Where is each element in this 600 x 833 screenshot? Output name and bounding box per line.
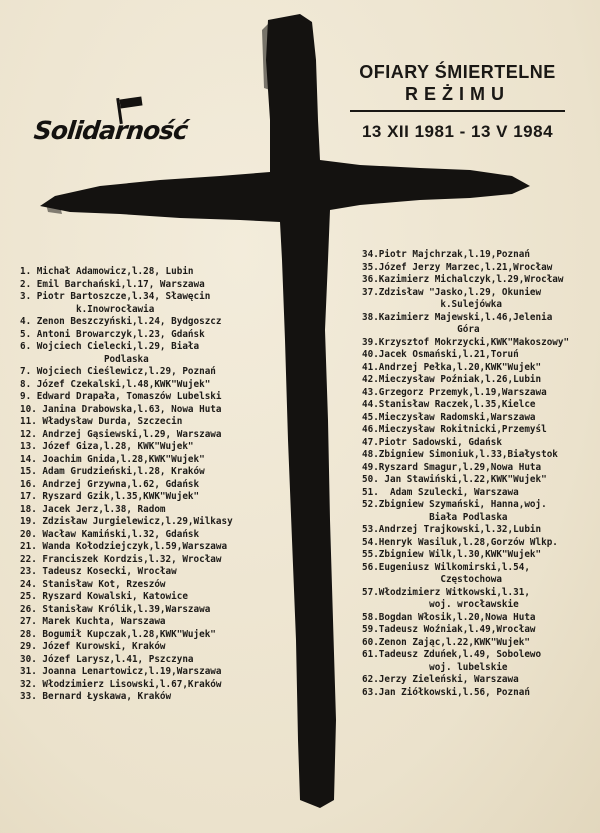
list-item: 32. Włodzimierz Lisowski,l.67,Kraków — [20, 678, 222, 690]
list-item: 42.Mieczysław Poźniak,l.26,Lubin — [362, 374, 542, 385]
list-item: 19. Zdzisław Jurgielewicz,l.29,Wilkasy — [20, 516, 233, 527]
list-item: 44.Stanisław Raczek,l.35,Kielce — [362, 399, 536, 410]
leaflet-header — [350, 62, 565, 142]
list-item: 39.Krzysztof Mokrzycki,KWK"Makoszowy" — [362, 336, 570, 348]
list-item: 9. Edward Drapała, Tomaszów Lubelski — [20, 391, 222, 402]
list-item: 54.Henryk Wasiluk,l.28,Gorzów Wlkp. — [362, 536, 558, 548]
list-item: 3. Piotr Bartoszcze,l.34, Sławęcin — [20, 291, 211, 302]
list-item: 21. Wanda Kołodziejczyk,l.59,Warszawa — [20, 541, 228, 552]
list-item: 17. Ryszard Gzik,l.35,KWK"Wujek" — [20, 491, 200, 502]
list-item: 57.Włodzimierz Witkowski,l.31, — [362, 586, 530, 598]
list-item: Podlaska — [20, 353, 149, 365]
list-item: 4. Zenon Beszczyński,l.24, Bydgoszcz — [20, 316, 222, 327]
list-item: woj. lubelskie — [362, 661, 508, 673]
list-item: 15. Adam Grudzieński,l.28, Kraków — [20, 466, 205, 477]
list-item: 45.Mieczysław Radomski,Warszawa — [362, 411, 536, 423]
list-item: 8. Józef Czekalski,l.48,KWK"Wujek" — [20, 378, 211, 390]
list-item: 46.Mieczysław Rokitnicki,Przemyśl — [362, 424, 547, 435]
list-item: 35.Józef Jerzy Marzec,l.21,Wrocław — [362, 261, 553, 273]
list-item: 24. Stanisław Kot, Rzeszów — [20, 578, 166, 590]
list-item: 13. Józef Giza,l.28, KWK"Wujek" — [20, 441, 194, 452]
list-item: 18. Jacek Jerz,l.38, Radom — [20, 503, 166, 515]
list-item: 38.Kazimierz Majewski,l.46,Jelenia — [362, 311, 553, 323]
victims-list-right — [362, 249, 598, 699]
list-item: 41.Andrzej Pełka,l.20,KWK"Wujek" — [362, 361, 542, 373]
logo-flag — [119, 97, 142, 109]
list-item: 61.Tadeusz Zduńek,l.49, Sobolewo — [362, 649, 542, 660]
list-item: 14. Joachim Gnida,l.28,KWK"Wujek" — [20, 453, 205, 465]
list-item: 37.Zdzisław "Jasko,l.29, Okuniew — [362, 286, 542, 298]
list-item: 53.Andrzej Trajkowski,l.32,Lubin — [362, 524, 542, 535]
list-item: 58.Bogdan Włosik,l.20,Nowa Huta — [362, 611, 536, 623]
list-item: 7. Wojciech Cieślewicz,l.29, Poznań — [20, 366, 216, 377]
date-range: 13 XII 1981 - 13 V 1984 — [361, 122, 554, 141]
list-item: woj. wrocławskie — [362, 599, 519, 610]
list-item: Częstochowa — [362, 574, 502, 585]
list-item: 16. Andrzej Grzywna,l.62, Gdańsk — [20, 478, 200, 490]
solidarnosc-logo — [34, 98, 194, 158]
list-item: 55.Zbigniew Wilk,l.30,KWK"Wujek" — [362, 549, 542, 560]
list-item: 33. Bernard Łyskawa, Kraków — [20, 691, 172, 702]
list-item: 2. Emil Barchański,l.17, Warszawa — [20, 278, 205, 290]
list-item: 1. Michał Adamowicz,l.28, Lubin — [20, 266, 194, 277]
list-item: 23. Tadeusz Kosecki, Wrocław — [20, 566, 177, 577]
list-item: 62.Jerzy Zieleński, Warszawa — [362, 674, 519, 685]
list-item: 11. Władysław Durda, Szczecin — [20, 416, 183, 427]
list-item: 43.Grzegorz Przemyk,l.19,Warszawa — [362, 386, 547, 398]
list-item: 27. Marek Kuchta, Warszawa — [20, 616, 166, 627]
list-item: 10. Janina Drabowska,l.63, Nowa Huta — [20, 403, 222, 415]
list-item: 6. Wojciech Cielecki,l.29, Biała — [20, 341, 200, 352]
list-item: 20. Wacław Kamiński,l.32, Gdańsk — [20, 528, 200, 540]
list-item: 29. Józef Kurowski, Kraków — [20, 641, 166, 652]
list-item: 50. Jan Stawiński,l.22,KWK"Wujek" — [362, 474, 547, 485]
list-item: Góra — [362, 324, 480, 335]
list-item: 26. Stanisław Królik,l.39,Warszawa — [20, 603, 211, 615]
list-item: 40.Jacek Osmański,l.21,Toruń — [362, 349, 519, 360]
list-item: 49.Ryszard Smagur,l.29,Nowa Huta — [362, 461, 542, 473]
list-item: k.Inowrocławia — [20, 303, 155, 315]
list-item: 47.Piotr Sadowski, Gdańsk — [362, 436, 502, 448]
list-item: 52.Zbigniew Szymański, Hanna,woj. — [362, 499, 547, 510]
list-item: 59.Tadeusz Woźniak,l.49,Wrocław — [362, 624, 536, 635]
list-item: 25. Ryszard Kowalski, Katowice — [20, 591, 188, 602]
list-item: Biała Podlaska — [362, 511, 508, 523]
list-item: 60.Zenon Zając,l.22,KWK"Wujek" — [362, 636, 530, 648]
list-item: 12. Andrzej Gąsiewski,l.29, Warszawa — [20, 428, 222, 440]
title-divider — [350, 110, 565, 112]
victims-list-left — [20, 266, 290, 704]
list-item: 22. Franciszek Kordzis,l.32, Wrocław — [20, 553, 222, 565]
list-item: 48.Zbigniew Simoniuk,l.33,Białystok — [362, 449, 558, 460]
list-item: k.Sulejówka — [362, 299, 502, 310]
logo-text: Solidarność — [32, 116, 189, 145]
title-line-2: REŻIMU — [405, 84, 510, 104]
list-item: 63.Jan Ziółkowski,l.56, Poznań — [362, 686, 530, 698]
list-item: 56.Eugeniusz Wilkomirski,l.54, — [362, 561, 530, 573]
list-item: 31. Joanna Lenartowicz,l.19,Warszawa — [20, 666, 222, 677]
list-item: 30. Józef Larysz,l.41, Pszczyna — [20, 653, 194, 665]
title-line-1: OFIARY ŚMIERTELNE — [359, 62, 556, 82]
list-item: 51. Adam Szulecki, Warszawa — [362, 486, 519, 498]
list-item: 5. Antoni Browarczyk,l.23, Gdańsk — [20, 328, 205, 340]
list-item: 28. Bogumił Kupczak,l.28,KWK"Wujek" — [20, 628, 216, 640]
list-item: 34.Piotr Majchrzak,l.19,Poznań — [362, 249, 530, 260]
list-item: 36.Kazimierz Michalczyk,l.29,Wrocław — [362, 274, 564, 285]
